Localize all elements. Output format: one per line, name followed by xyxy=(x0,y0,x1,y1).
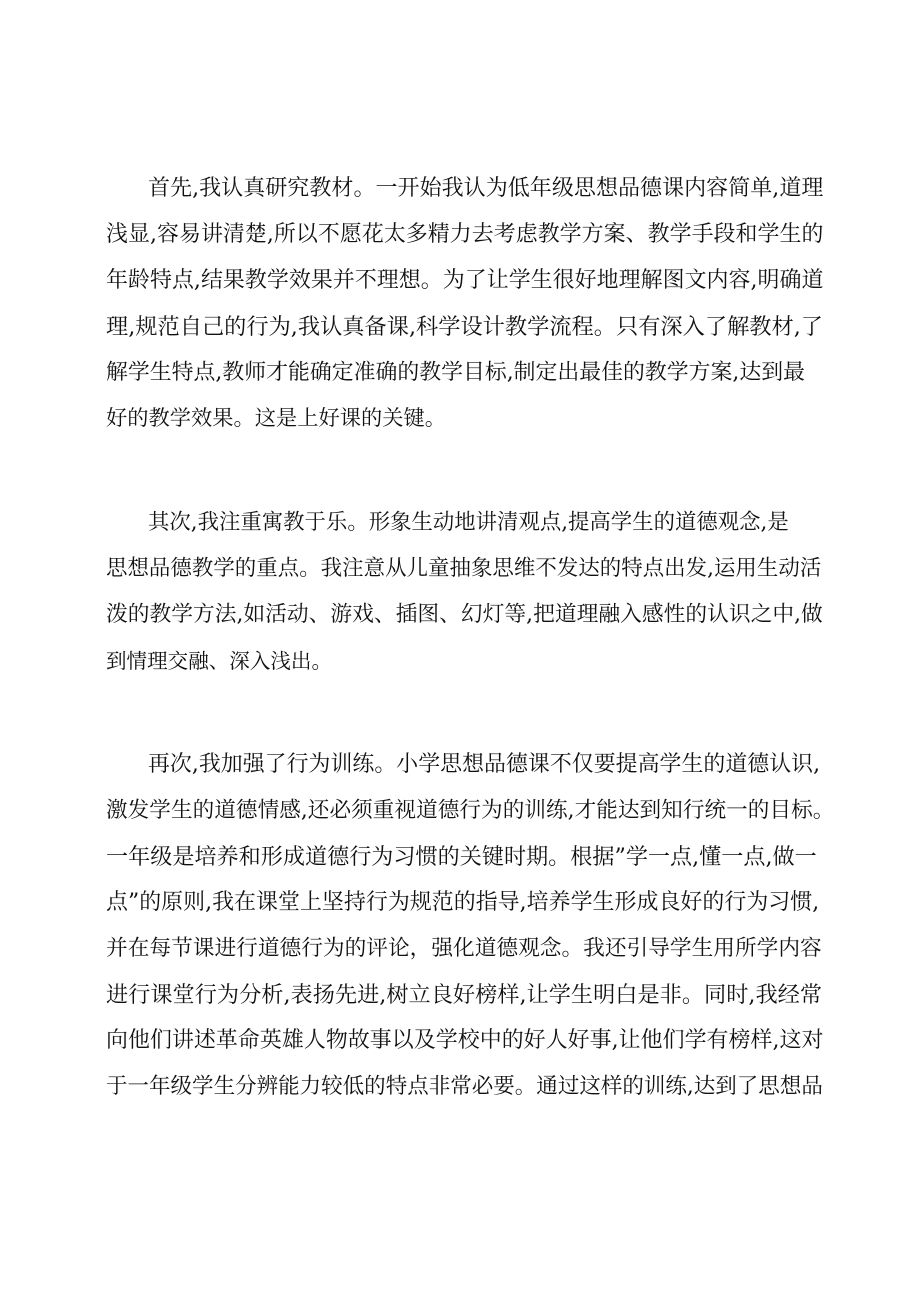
paragraph-2-line-1: 其次,我注重寓教于乐。形象生动地讲清观点,提高学生的道德观念,是 xyxy=(148,510,789,535)
paragraph-3-line-3: 一年级是培养和形成道德行为习惯的关键时期。根据”学一点,懂一点,做一 xyxy=(106,844,817,870)
paragraph-1-line-5: 解学生特点,教师才能确定准确的教学目标,制定出最佳的教学方案,达到最 xyxy=(106,360,805,385)
paragraph-3-line-2: 激发学生的道德情感,还必须重视道德行为的训练,才能达到知行统一的目标。 xyxy=(106,798,835,823)
paragraph-3-line-4: 点”的原则,我在课堂上坚持行为规范的指导,培养学生形成良好的行为习惯, xyxy=(106,890,820,915)
paragraph-1-line-3: 年龄特点,结果教学效果并不理想。为了让学生很好地理解图文内容,明确道 xyxy=(106,268,824,293)
paragraph-3-line-1: 再次,我加强了行为训练。小学思想品德课不仅要提高学生的道德认识, xyxy=(148,752,821,777)
paragraph-3-line-7: 向他们讲述革命英雄人物故事以及学校中的好人好事,让他们学有榜样,这对 xyxy=(106,1028,824,1053)
paragraph-3-line-8: 于一年级学生分辨能力较低的特点非常必要。通过这样的训练,达到了思想品 xyxy=(106,1074,823,1099)
paragraph-1-line-6: 好的教学效果。这是上好课的关键。 xyxy=(106,406,447,431)
paragraph-1-line-2: 浅显,容易讲清楚,所以不愿花太多精力去考虑教学方案、教学手段和学生的 xyxy=(106,222,824,247)
paragraph-2-line-4: 到情理交融、深入浅出。 xyxy=(106,649,333,673)
paragraph-2-line-3: 泼的教学方法,如活动、游戏、插图、幻灯等,把道理融入感性的认识之中,做 xyxy=(106,602,823,627)
paragraph-1-line-4: 理,规范自己的行为,我认真备课,科学设计教学流程。只有深入了解教材,了 xyxy=(106,314,824,340)
paragraph-3-line-6: 进行课堂行为分析,表扬先进,树立良好榜样,让学生明白是非。同时,我经常 xyxy=(106,982,823,1008)
paragraph-3-line-5: 并在每节课进行道德行为的评论，强化道德观念。我还引导学生用所学内容 xyxy=(106,936,822,961)
paragraph-1-line-1: 首先,我认真研究教材。一开始我认为低年级思想品德课内容简单,道理 xyxy=(148,176,824,201)
paragraph-2-line-2: 思想品德教学的重点。我注意从儿童抽象思维不发达的特点出发,运用生动活 xyxy=(106,556,822,581)
